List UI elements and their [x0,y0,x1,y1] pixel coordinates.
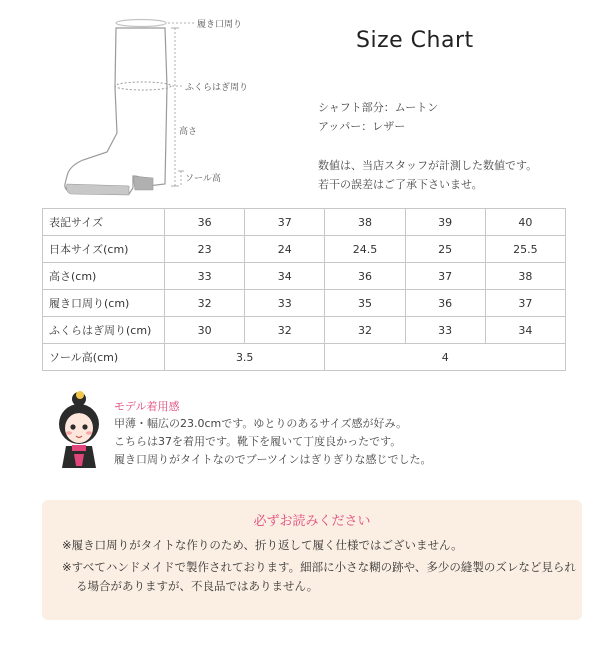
table-row [43,290,566,317]
table-cell: 32 [165,290,245,317]
row-header: ふくらはぎ周り(cm) [43,317,165,344]
row-header: 履き口周り(cm) [43,290,165,317]
table-cell: 37 [485,290,565,317]
table-row [43,236,566,263]
table-cell: 30 [165,317,245,344]
opening-label: 履き口周り [197,20,243,30]
material-info [318,98,438,136]
boot-sole-shape [67,184,130,195]
notice-title: 必ずお読みください [253,514,371,529]
scarf-shape [72,445,86,451]
model-comment-line: 甲薄・幅広の23.0cmです。ゆとりのあるサイズ感が好み。 [114,417,408,430]
table-cell: 3.5 [165,344,325,371]
cheek-left-shape [66,431,72,435]
table-cell: 32 [325,317,405,344]
model-avatar-icon [52,390,106,470]
table-cell: 33 [245,290,325,317]
boot-heel-shape [133,176,153,190]
table-cell: 35 [325,290,405,317]
row-header: 表記サイズ [43,209,165,236]
table-cell: 24 [245,236,325,263]
table-cell: 36 [325,263,405,290]
note-line: 若干の誤差はご了承下さいませ。 [318,178,483,191]
row-header: 日本サイズ(cm) [43,236,165,263]
table-cell: 24.5 [325,236,405,263]
table-row [43,317,566,344]
boot-outline-shape [65,28,167,194]
eye-right-shape [82,424,87,429]
notice-box [42,500,582,620]
row-header: ソール高(cm) [43,344,165,371]
table-cell: 39 [405,209,485,236]
model-comment [114,415,431,469]
table-cell: 36 [405,290,485,317]
sole-label: ソール高 [185,174,221,184]
cheek-right-shape [86,431,92,435]
model-comment-line: 履き口周りがタイトなのでブーツインはぎりぎりな感じでした。 [114,453,432,466]
material-line: アッパー：レザー [318,120,406,133]
face-shape [65,413,93,443]
row-header: 高さ(cm) [43,263,165,290]
table-cell: 37 [405,263,485,290]
material-line: シャフト部分：ムートン [318,101,439,114]
table-row [43,263,566,290]
table-cell: 37 [245,209,325,236]
table-cell: 40 [485,209,565,236]
table-cell: 33 [405,317,485,344]
table-cell: 4 [325,344,566,371]
table-cell: 32 [245,317,325,344]
boot-diagram [55,8,285,198]
table-cell: 34 [485,317,565,344]
table-cell: 36 [165,209,245,236]
table-cell: 38 [485,263,565,290]
table-cell: 25.5 [485,236,565,263]
model-comment-line: こちらは37を着用です。靴下を履いて丁度良かったです。 [114,435,402,448]
notice-item: ※履き口周りがタイトな作りのため、折り返して履く仕様ではございません。 [62,538,463,552]
eye-left-shape [70,424,75,429]
notice-item: ※すべてハンドメイドで製作されております。細部に小さな糊の跡や、多少の縫製のズレなど見られる場合がありますが、不良品ではありません。 [62,560,576,593]
table-cell: 38 [325,209,405,236]
height-label: 高さ [179,127,198,137]
calf-label: ふくらはぎ周り [185,83,249,93]
measurement-note [318,156,537,194]
table-cell: 25 [405,236,485,263]
model-section-title: モデル着用感 [114,400,180,413]
note-line: 数値は、当店スタッフが計測した数値です。 [318,159,538,172]
table-cell: 23 [165,236,245,263]
table-cell: 34 [245,263,325,290]
table-row [43,209,566,236]
table-cell: 33 [165,263,245,290]
table-row [43,344,566,371]
page-title: Size Chart [356,28,474,53]
boot-opening-ellipse [116,20,166,27]
chick-ornament-shape [76,391,84,399]
size-table [42,208,566,371]
